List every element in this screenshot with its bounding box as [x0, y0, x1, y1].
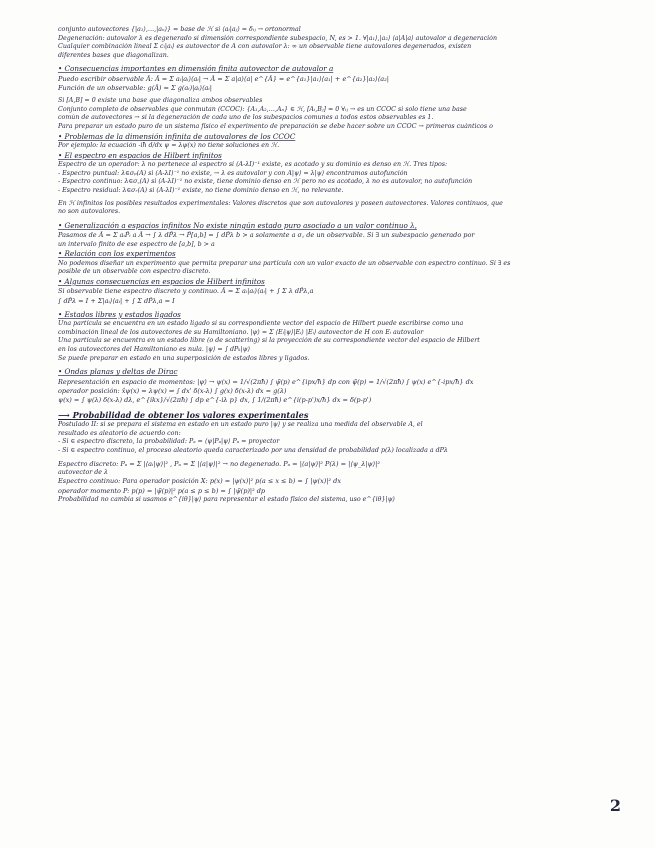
note-line: conjunto autovectores {|a₁⟩,…,|aₙ⟩} = base de ℋ si ⟨aᵢ|aⱼ⟩ = δᵢⱼ → ortonormal — [58, 26, 301, 33]
note-line: Degeneración: autovalor λ es degenerado si dimensión correspondiente subespacio, N, es > 1. ∀|a₁⟩,|a₂⟩ ⟨a|Â|a⟩ autovalor a degeneración — [58, 34, 498, 42]
note-line: Si [Â,B̂] = 0 existe una base que diagonaliza ambos observables — [58, 97, 263, 105]
note-line: Función de un observable: g(Â) = Σ g(aᵢ)|aᵢ⟩⟨aᵢ| — [58, 84, 212, 93]
note-line: ∫ dP̂λ = I + Σ|aᵢ⟩⟨aᵢ| + ∫ Σ dP̂λ,a = I — [58, 296, 175, 305]
note-line: posible de un observable con espectro discreto. — [58, 268, 211, 276]
note-line: Espectro de un operador: λ no pertenece al espectro si (Â-λI)⁻¹ existe, es acotado y su dominio es denso en ℋ. Tres tipos: — [58, 161, 448, 169]
note-line: Se puede preparar en estado en una superposición de estados libres y ligados. — [58, 354, 310, 362]
note-line: Cualquier combinación lineal Σ cᵢ|aᵢ⟩ es autovector de Â con autovalor λ: ∞ un observable tiene autovalores degenerados, existen — [58, 43, 472, 51]
note-line: - Si ∈ espectro continuo, el proceso aleatorio queda caracterizado por una densidad de probabilidad p(λ) localizada a dP̂λ — [58, 447, 448, 455]
note-line: Representación en espacio de momentos: |ψ⟩ → ψ(x) = 1/√(2πħ) ∫ ψ̃(p) e^{ipx/ħ} dp con ψ̃(p) = 1/√(2πħ) ∫ ψ(x) e^{-ipx/ħ} dx — [58, 377, 474, 386]
section-heading: • El espectro en espacios de Hilbert infinitos — [58, 150, 222, 160]
note-line: Por ejemplo: la ecuación -iħ d/dx ψ = λψ(x) no tiene soluciones en ℋ. — [58, 142, 280, 150]
note-line: autovector de λ — [58, 468, 109, 476]
page-number: 2 — [609, 796, 621, 815]
section-heading: • Consecuencias importantes en dimensión finita autovector de autovalor a — [58, 64, 334, 74]
note-line: Puedo escribir observable Â: Â = Σ aᵢ|aᵢ⟩⟨aᵢ| → Â = Σ a|a⟩⟨a| e^{Â} = e^{a₁}|a₁⟩⟨a₁| + e^{a₂}|a₂⟩⟨a₂| — [58, 74, 389, 83]
note-line: Una partícula se encuentra en un estado ligado si su correspondiente vector del espacio de Hilbert puede escribirse como una — [58, 320, 464, 328]
note-line: En ℋ infinitos los posibles resultados experimentales: Valores discretos que son autovalores y poseen autovectores. Valores continuos, que — [58, 199, 503, 207]
note-line: operador momento P: p(p) = |ψ̃(p)|² p(a ≤ p ≤ b) = ∫ |ψ̃(p)|² dp — [58, 486, 266, 495]
note-line: en los autovectores del Hamiltoniano es nula. |ψ⟩ = ∫ dP̂ₖ|ψ⟩ — [58, 345, 251, 353]
section-heading: • Estados libres y estados ligados — [58, 309, 181, 319]
note-line: operador posición: x̂ψ(x) = λψ(x) ⇒ ∫ dx' δ(x-λ) ∫ g(x) δ(x-λ) dx = g(λ) — [58, 386, 287, 395]
note-line: no son autovalores. — [58, 208, 121, 216]
note-line: Probabilidad no cambia si usamos e^{iθ}|ψ⟩ para representar el estado físico del sistema, uso e^{iθ}|ψ⟩ — [58, 495, 395, 503]
note-line: Espectro discreto: Pₐ = Σ |⟨aᵢ|ψ⟩|² , Pₐ = Σ |⟨a|ψ⟩|² → no degenerado. Pₐ = |⟨a|ψ⟩|² P(λ) = |⟨ψ_λ|ψ⟩|² — [58, 459, 380, 468]
note-line: combinación lineal de los autovectores de su Hamiltoniano. |ψ⟩ = Σ ⟨Eᵢ|ψ⟩|Eᵢ⟩ |Eᵢ⟩ autovector de Ĥ con Eᵢ autovalor — [58, 328, 424, 336]
note-line: un intervalo finito de ese espectro de [a,b], b > a — [58, 240, 215, 248]
note-line: Una partícula se encuentra en un estado libre (o de scattering) si la proyección de su correspondiente vector del espacio de Hilbert — [58, 337, 480, 345]
note-line: resultado es aleatorio de acuerdo con: — [58, 429, 181, 437]
note-line: - Espectro continuo: λ∈σ꜀(Â) si (Â-λI)⁻¹ no existe, tiene dominio denso en ℋ pero no es acotado, λ no es autovalor, no autofunción — [58, 178, 473, 186]
note-line: Pasamos de Â = Σ aᵢP̂ᵢ a Â → ∫ λ dP̂λ → P̂[a,b] = ∫ dP̂λ b > a solamente a σ꜀ de un observable. Si ∃ un subespacio generado por — [58, 231, 475, 240]
section-heading: ⟶ Probabilidad de obtener los valores experimentales — [58, 410, 309, 421]
note-line: Si observable tiene espectro discreto y continuo. Â = Σ aᵢ|aᵢ⟩⟨aᵢ| + ∫ Σ λ dP̂λ,a — [58, 287, 314, 296]
note-line: ψ(x) = ∫ ψ(λ) δ(x-λ) dλ, e^{ikx}/√(2πħ) ∫ dp e^{-iλ p} dx, ∫ 1/(2πħ) e^{i(p-p')x/ħ} dx = δ(p-p') — [58, 396, 372, 405]
note-line: Postulado II: si se prepara el sistema en estado en un estado puro |ψ⟩ y se realiza una medida del observable Â, el — [58, 421, 423, 429]
note-line: Para preparar un estado puro de un sistema físico el experimento de preparación se debe hacer sobre un CCOC → primeros cuánticos o — [58, 123, 493, 131]
section-heading: • Generalización a espacios infinitos No existe ningún estado puro asociado a un valor continuo λ, — [58, 220, 417, 230]
handwritten-notes — [58, 26, 598, 826]
note-line: - Espectro residual: λ∈σᵣ(Â) si (Â-λI)⁻¹ existe, no tiene dominio denso en ℋ, no relevante. — [58, 187, 344, 195]
note-line: común de autovectores → si la degeneración de cada uno de los subespacios comunes a todos estos observables es 1. — [58, 114, 434, 122]
note-line: Espectro continuo: Para operador posición X: p(x) = |ψ(x)|² p(a ≤ x ≤ b) = ∫ |ψ(x)|² dx — [58, 477, 342, 486]
note-line: - Espectro puntual: λ∈σₚ(Â) si (Â-λI)⁻¹ no existe, → λ es autovalor y con Â|ψ⟩ = λ|ψ⟩ encontramos autofunción — [58, 169, 408, 177]
note-line: No podemos diseñar un experimento que permita preparar una partícula con un valor exacto de un observable con espectro continuo. Si ∃ es — [58, 259, 511, 267]
note-line: - Si ∈ espectro discreto, la probabilidad: Pₐ = ⟨ψ|P̂ₐ|ψ⟩ P̂ₐ = proyector — [58, 438, 280, 446]
note-line: diferentes bases que diagonalizan. — [58, 51, 169, 59]
note-line: Conjunto completo de observables que conmutan (CCOC): {A₁,A₂,…,Aₙ} ∈ ℋ, [Aᵢ,Bⱼ] = 0 ∀ᵢⱼ → es un CCOC si solo tiene una base — [58, 105, 467, 113]
section-heading: • Ondas planas y deltas de Dirac — [58, 367, 178, 377]
section-heading: • Relación con los experimentos — [58, 249, 176, 259]
section-heading: • Algunas consecuencias en espacios de Hilbert infinitos — [58, 276, 265, 286]
section-heading: • Problemas de la dimensión infinita de autovalores de los CCOC — [58, 131, 296, 141]
